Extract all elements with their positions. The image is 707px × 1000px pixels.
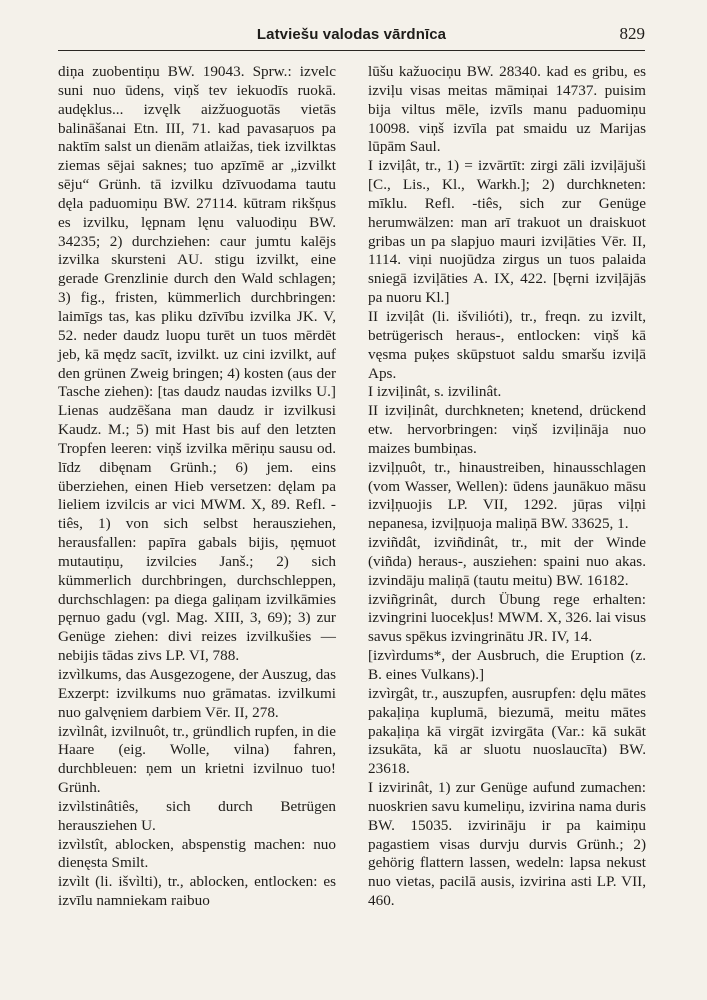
page-header bbox=[58, 22, 645, 48]
entry-izvirinat: I izvirinât, 1) zur Genüge aufund zumachen: nuoskrien savu kumeliņu, izvirina nama duris BW. 15035. izvirināju ir pa kaimiņu pagastiem visas durvju durvis Grünh.; 2) gehörig flattern lassen, wedeln: lapsa nekust nuo vietas, pacilā ausis, izvirina asti LP. VII, 460. bbox=[368, 779, 646, 910]
entry-izvilat-1: I izviļât, tr., 1) = izvārtīt: zirgi zāli izviļājuši [C., Lis., Kl., Warkh.]; 2) durchkneten: mīklu. Refl. -tiês, sich zur Genüge herumwälzen: man arī trakuot un draiskuot gribas un pa slapjuo mauri izviļāties Vēr. II, 1114. viņi nuojūdza zirgus un tuos palaida sniegā izviļāties A. IX, 422. [bęrni izviļājās pa nuoru Kl.] bbox=[368, 157, 646, 307]
entry-izvilnuot: izviļņuôt, tr., hinaustreiben, hinausschlagen (vom Wasser, Wellen): ūdens jaunākuo māsu izviļņuojis LP. VII, 1292. jūŗas viļņi nepanesa, izviļņuoja maliņā BW. 33625, 1. bbox=[368, 458, 646, 533]
page-number: 829 bbox=[619, 24, 645, 43]
entry-izvilstinaties: izvìlstinâtiês, sich durch Betrügen herausziehen U. bbox=[58, 797, 336, 834]
entry-izvilinat-1: I izviļinât, s. izvilinât. bbox=[368, 383, 502, 401]
entry-izvilkums: izvìlkums, das Ausgezogene, der Auszug, das Exzerpt: izvilkums nuo grāmatas. izvilkumi nuo galvęniem darbiem Vēr. II, 278. bbox=[58, 666, 336, 721]
entry-izvindat: izviñdât, izviñdinât, tr., mit der Winde (viñda) heraus-, ausziehen: spaini nuo akas. izvindāju maliņā (tautu meitu) BW. 16182. bbox=[368, 534, 646, 589]
entry-izvirgat: izvìrgât, tr., auszupfen, ausrupfen: dęlu mātes pakaļiņa kuplumā, biezumā, meitu mātes pakaļiņa kā virgāt izvirgāta (Var.: kā sukāt izsukāta, kā ar sluotu nuoslaucīta) BW. 23618. bbox=[368, 684, 646, 778]
entry-izvingrinat: izviñgrinât, durch Übung rege erhalten: izvingrini luocekļus! MWM. X, 326. lai visus savus spēkus izvingrinātu JR. IV, 14. bbox=[368, 590, 646, 646]
entry-izvilnat: izvìlnât, izvilnuôt, tr., gründlich rupfen, in die Haare (eig. Wolle, vilna) fahren, durchbleuen: ņem un krietni izvilnuo tuo! Grünh. bbox=[58, 722, 336, 797]
entry-izvilt-continued: lūšu kažuociņu BW. 28340. kad es gribu, es izviļu visas meitas māmiņai 14737. puisim bija viltus mēle, izvīls manu paduomiņu 10098. viņš izvīla pat smaidu uz Marijas lūpām Saul. bbox=[368, 63, 646, 156]
entry-izvilinat-2: II izviļinât, durchkneten; knetend, drückend etw. hervorbringen: viņš izviļināja nuo maizes bumbiņas. bbox=[368, 402, 646, 457]
header-title: Latviešu valodas vārdnīca bbox=[256, 26, 447, 43]
entry-izvirdums: [izvìrdums*, der Ausbruch, die Eruption (z. B. eines Vulkans).] bbox=[368, 647, 646, 683]
entry-izvilt: izvìlt (li. išvìlti), tr., ablocken, entlocken: es izvīlu namniekam raibuo bbox=[58, 873, 336, 910]
right-column bbox=[368, 63, 646, 911]
entry-izvilat-2: II izviļât (li. išvilióti), tr., freqn. zu izvilt, betrügerisch heraus-, entlocken: viņš kā vęsma puķes skūpstuot saldu smaršu izviļā Aps. bbox=[368, 307, 646, 382]
entry-izvilstit: izvìlstît, ablocken, abspenstig machen: nuo dienęsta Smilt. bbox=[58, 835, 336, 872]
entry-izvilkt-continued: diņa zuobentiņu BW. 19043. Sprw.: izvelc suni nuo ūdens, viņš tev iekuodīs ruokā. audęklus... izvęlk aizžuoguotās vietās balināšanai Etn. III, 71. kad pavasaŗuos pa naktīm salst un dienām atlaižas, tiek izvilktas ziemas sējai saknes; tuo apzīmē ar „izvilkt sēju“ Grünh. tā izvilku dzīvuodama tautu dęla paduomiņu BW. 27114. kūtram rikšņus es izvilku, lępnam lęnu valuodiņu BW. 34235; 2) durchziehen: caur jumtu kalējs izvilka skursteni AU. stigu izvilkt, eine gerade Grenzlinie durch den Wald schlagen; 3) fig., fristen, kümmerlich durchbringen: laimīgs tas, kas pliku dzīvību izvilka JK. V, 52. neder daudz luopu turēt un tuos mērdēt jeb, kā mędz sacīt, izvilkt. uz cini izvilkt, auf den grünen Zweig bringen; 4) kosten (aus der Tasche ziehen): [tas daudz naudas izvilks U.] Lienas audzēšana man daudz ir izvilkusi Kaudz. M.; 5) mit Hast bis auf den letzten Tropfen leeren: viņš izvilka mēriņu sausu od. līdz dibęnam Grünh.; 6) jem. eins überziehen, einen Hieb versetzen: dęlam pa lieliem izvilcis ar vici MWM. X, 89. Refl. -tiês, 1) von sich selbst herausziehen, herausfallen: papīra gabals bijis, ņęmuot mutautiņu, izvilcies Janš.; 2) sich kümmerlich durchbringen, durchschleppen, durchschlagen: pa diega galiņam izvilkāmies pęrnuo gadu (vgl. Mag. XIII, 3, 69); 3) zur Genüge ziehen: divi reizes izvilkušies — nebijis tādas zivs LP. VI, 788. bbox=[58, 63, 336, 665]
left-column bbox=[58, 63, 336, 911]
header-divider bbox=[58, 50, 645, 51]
column-gutter bbox=[348, 63, 349, 983]
